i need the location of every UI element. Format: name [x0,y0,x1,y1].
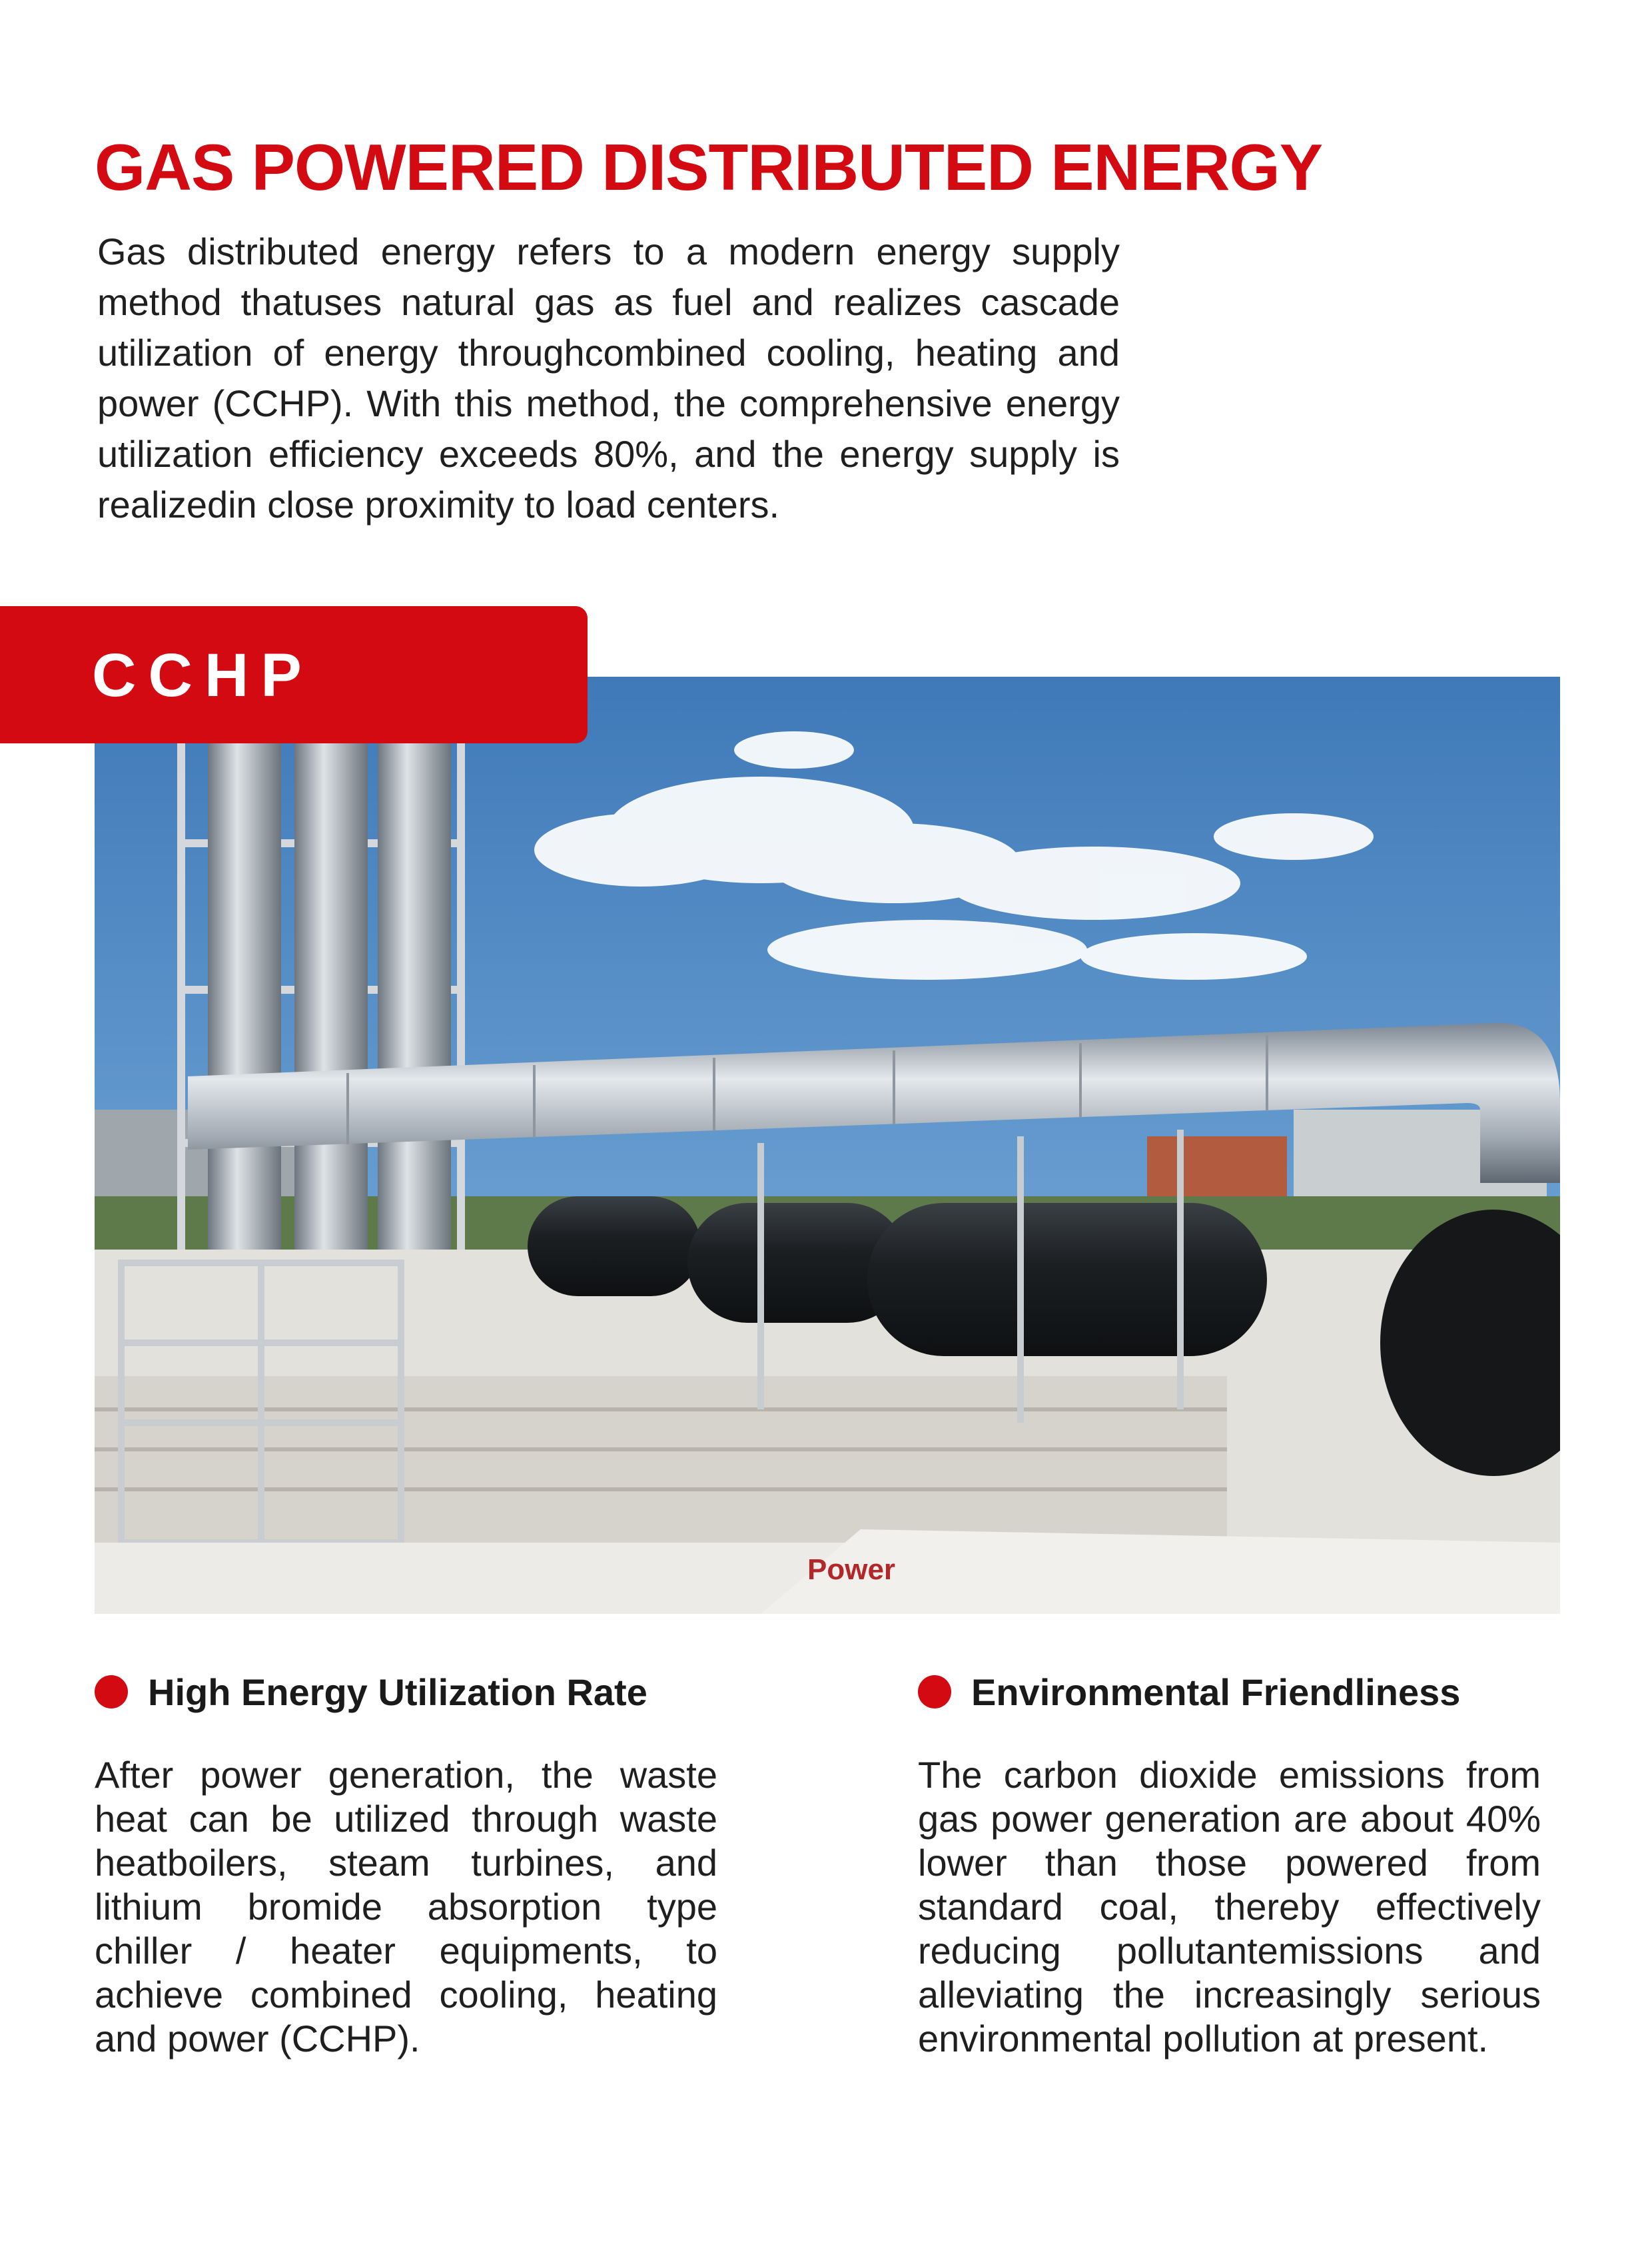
section-badge [0,606,588,743]
feature-text-energy-utilization: After power generation, the waste heat can be utilized through waste heatboilers, steam turbines, and lithium bromide absorption type chiller / heater equipments, to achieve combined cooling, heating and power (CCHP). [95,1754,717,2059]
feature-heading-label: High Energy Utilization Rate [148,1671,647,1713]
page-title: GAS POWERED DISTRIBUTED ENERGY [95,131,1323,204]
cchp-plant-photo [95,677,1560,1614]
feature-heading-label: Environmental Friendliness [971,1671,1461,1713]
bullet-dot-icon [95,1675,128,1708]
section-badge-label: CCHP [92,641,314,709]
feature-heading-energy-utilization [95,1669,647,1715]
feature-text-environmental: The carbon dioxide emissions from gas power generation are about 40% lower than those powered from standard coal, thereby effectively reducing pollutantemissions and alleviating the increasingly serious environmental pollution at present. [918,1754,1541,2059]
intro-paragraph: Gas distributed energy refers to a modern energy supply method thatuses natural gas as fuel and realizes cascade utilization of energy throughcombined cooling, heating and power (CCHP). With this method, the comprehensive energy utilization efficiency exceeds 80%, and the energy supply is realizedin close proximity to load centers. [97,230,1120,526]
photo-power-text: Power [807,1553,896,1586]
bullet-dot-icon [918,1675,951,1708]
feature-heading-environmental [918,1669,1460,1715]
